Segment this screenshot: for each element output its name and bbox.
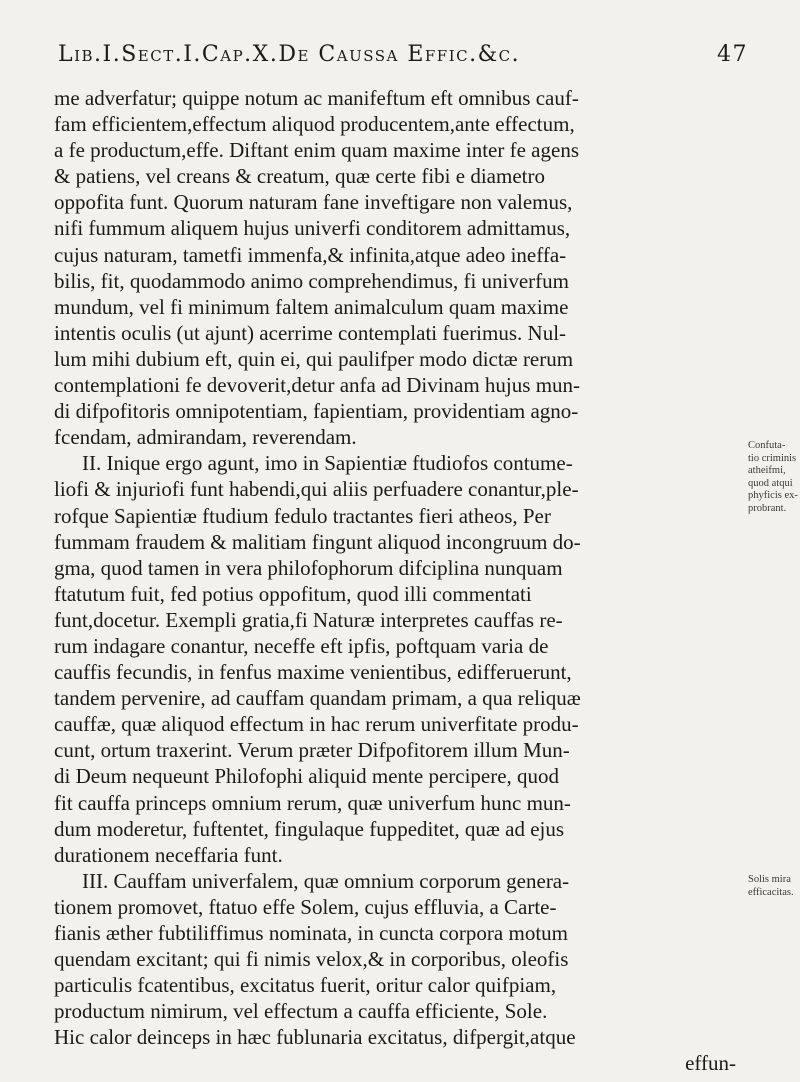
margin-note-line: efficacitas.: [748, 886, 794, 898]
margin-note-line: Solis mira: [748, 874, 791, 885]
text-line: II. Inique ergo agunt, imo in Sapientiæ ftudiofos contume-: [82, 451, 573, 476]
margin-note-line: atheifmi,: [748, 465, 786, 476]
text-line: rofque Sapientiæ ftudium fedulo tractantes fieri atheos, Per: [54, 503, 551, 528]
text-line: cauffæ, quæ aliquod effectum in hac rerum univerfitate produ-: [54, 712, 579, 737]
body-text: [54, 85, 744, 1077]
text-line: bilis, fit, quodammodo animo comprehendimus, fi univerfum: [54, 268, 570, 293]
text-line: Hic calor deinceps in hæc fublunaria excitatus, difpergit,atque: [54, 1025, 576, 1050]
text-line: & patiens, vel creans & creatum, quæ certe fibi e diametro: [54, 164, 545, 189]
text-line: mundum, vel fi minimum faltem animalculum quam maxime: [54, 294, 569, 319]
text-line: gma, quod tamen in vera philofophorum difciplina nunquam: [54, 555, 563, 580]
margin-note-line: phyficis ex-: [748, 490, 798, 501]
running-title: Lib.I.Sect.I.Cap.X.De Caussa Effic.&c.: [58, 42, 521, 67]
text-line: effun-: [685, 1051, 736, 1076]
text-line: productum nimirum, vel effectum a cauffa efficiente, Sole.: [54, 999, 548, 1024]
text-line: oppofita funt. Quorum naturam fane inveftigare non valemus,: [54, 190, 573, 215]
text-line: fit cauffa princeps omnium rerum, quæ univerfum hunc mun-: [54, 790, 571, 815]
margin-note-line: tio criminis: [748, 452, 797, 464]
text-line: funt,docetur. Exempli gratia,fi Naturæ interpretes cauffas re-: [54, 607, 563, 632]
page-number: 47: [717, 42, 748, 67]
text-line: cauffis fecundis, in fenfus maxime venientibus, edifferuerunt,: [54, 660, 572, 685]
text-line: contemplationi fe devoverit,detur anfa ad Divinam hujus mun-: [54, 373, 581, 398]
text-line: di difpofitoris omnipotentiam, fapientiam, providentiam agno-: [54, 399, 579, 424]
text-line: ftatutum fuit, fed potius oppofitum, quod illi commentati: [54, 581, 532, 606]
text-line: tionem promovet, ftatuo effe Solem, cujus effluvia, a Carte-: [54, 894, 557, 919]
margin-note-line: Confuta-: [748, 440, 786, 451]
page-header: [58, 42, 748, 76]
text-line: cujus naturam, tametfi immenfa,& infinita,atque adeo ineffa-: [54, 242, 567, 267]
text-line: durationem neceffaria funt.: [54, 842, 283, 867]
margin-note-line: probrant.: [748, 502, 787, 514]
text-line: fianis æther fubtiliffimus nominata, in cuncta corpora motum: [54, 921, 568, 945]
text-line: fummam fraudem & malitiam fingunt aliquod incongruum do-: [54, 529, 581, 554]
text-line: quendam excitant; qui fi nimis velox,& in corporibus, oleofis: [54, 947, 569, 972]
text-line: lum mihi dubium eft, quin ei, qui paulifper modo dictæ rerum: [54, 346, 574, 371]
text-line: liofi & injuriofi funt habendi,qui aliis perfuadere conantur,ple-: [54, 477, 579, 502]
margin-note-confutatio: [748, 440, 798, 515]
text-line: dum moderetur, fuftentet, fingulaque fuppeditet, quæ ad ejus: [54, 816, 565, 841]
text-line: a fe productum,effe. Diftant enim quam maxime inter fe agens: [54, 138, 579, 163]
text-line: tandem pervenire, ad cauffam quandam primam, a qua reliquæ: [54, 686, 581, 711]
text-line: fam efficientem,effectum aliquod producentem,ante effectum,: [54, 112, 575, 137]
text-line: me adverfatur; quippe notum ac manifeftum eft omnibus cauf-: [54, 86, 579, 110]
text-line: intentis oculis (ut ajunt) acerrime contemplati fuerimus. Nul-: [54, 320, 567, 345]
text-line: particulis fcatentibus, excitatus fuerit, oritur calor quifpiam,: [54, 973, 557, 998]
text-line: III. Cauffam univerfalem, quæ omnium corporum genera-: [82, 868, 570, 893]
text-line: cunt, ortum traxerint. Verum præter Difpofitorem illum Mun-: [54, 738, 570, 763]
text-line: di Deum nequeunt Philofophi aliquid mente percipere, quod: [54, 764, 560, 789]
margin-note-solis: [748, 874, 798, 899]
margin-note-line: quod atqui: [748, 477, 793, 489]
text-line: rum indagare conantur, neceffe eft ipfis, poftquam varia de: [54, 633, 549, 658]
text-line: nifi fummum aliquem hujus univerfi conditorem admittamus,: [54, 216, 571, 241]
text-line: fcendam, admirandam, reverendam.: [54, 425, 357, 450]
